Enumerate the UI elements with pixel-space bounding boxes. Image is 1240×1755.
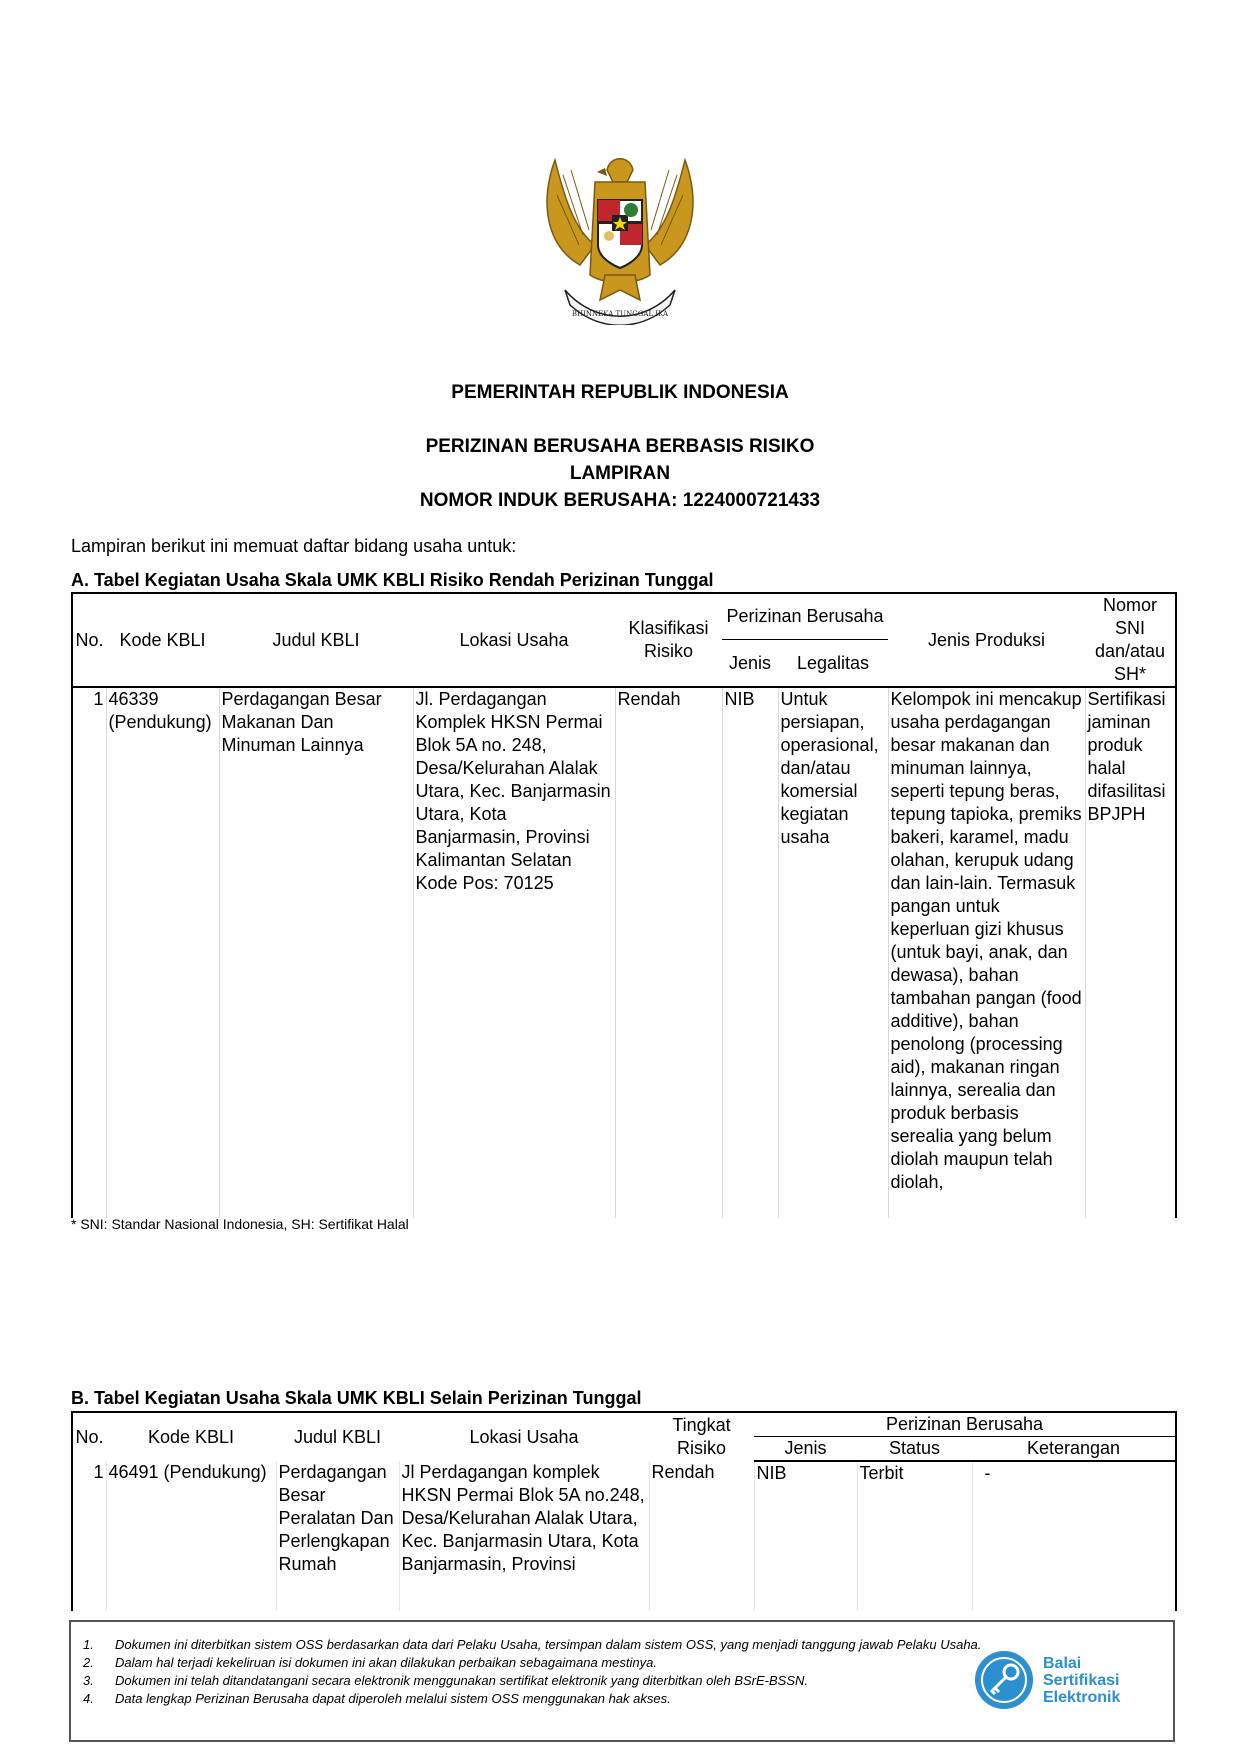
garuda-pancasila-emblem xyxy=(535,150,705,325)
header-klasifikasi-risiko: Klasifikasi Risiko xyxy=(615,593,722,687)
nib-line: NOMOR INDUK BERUSAHA: 1224000721433 xyxy=(419,490,821,511)
header-jenis: Jenis xyxy=(754,1437,857,1462)
header-lokasi-usaha: Lokasi Usaha xyxy=(413,593,615,687)
note-number: 2. xyxy=(83,1655,94,1670)
cell-jenis: NIB xyxy=(722,687,778,1218)
government-title: PEMERINTAH REPUBLIK INDONESIA xyxy=(451,382,789,403)
header-nomor-sni: Nomor SNI dan/atau SH* xyxy=(1085,593,1176,687)
header-kode-kbli: Kode KBLI xyxy=(147,1426,235,1447)
header-jenis-produksi: Jenis Produksi xyxy=(888,593,1085,687)
table-row xyxy=(72,1461,1176,1611)
cell-judul-kbli: Perdagangan Besar Peralatan Dan Perlengkapan Rumah xyxy=(276,1461,399,1611)
header-judul-kbli: Judul KBLI xyxy=(293,1426,382,1447)
bsre-text xyxy=(1043,1655,1120,1706)
note-text: Dokumen ini telah ditandatangani secara elektronik menggunakan sertifikat elektronik yang diterbitkan oleh BSrE-BSSN. xyxy=(115,1673,808,1688)
bsre-logo xyxy=(973,1640,1163,1720)
note-text: Data lengkap Perizinan Berusaha dapat diperoleh melalui sistem OSS menggunakan hak akses. xyxy=(115,1691,671,1706)
cell-no: 1 xyxy=(93,1462,104,1482)
section-b-title: B. Tabel Kegiatan Usaha Skala UMK KBLI Selain Perizinan Tunggal xyxy=(71,1388,642,1408)
cell-status: Terbit xyxy=(857,1461,972,1611)
header-judul-kbli: Judul KBLI xyxy=(219,593,413,687)
header-keterangan: Keterangan xyxy=(972,1437,1176,1462)
header-perizinan-berusaha: Perizinan Berusaha xyxy=(754,1412,1176,1437)
cell-kode-kbli: 46491 (Pendukung) xyxy=(106,1461,276,1611)
table-a xyxy=(71,592,1177,1218)
header-status: Status xyxy=(857,1437,972,1462)
lokasi-kodepos: Kode Pos: 70125 xyxy=(415,873,554,893)
document-subtitle: LAMPIRAN xyxy=(569,463,671,484)
cell-legalitas: Untuk persiapan, operasional, dan/atau komersial kegiatan usaha xyxy=(778,687,888,1218)
cell-klasifikasi: Rendah xyxy=(615,687,722,1218)
cell-judul-kbli: Perdagangan Besar Makanan Dan Minuman Lainnya xyxy=(219,687,413,1218)
note-text: Dokumen ini diterbitkan sistem OSS berdasarkan data dari Pelaku Usaha, tersimpan dalam sistem OSS, yang menjadi tanggung jawab Pelaku Usaha. xyxy=(115,1637,982,1652)
footer-note-item xyxy=(71,1672,991,1690)
lokasi-address: Jl. Perdagangan Komplek HKSN Permai Blok 5A no. 248, Desa/Kelurahan Alalak Utara, Kec. Banjarmasin Utara, Kota Banjarmasin, Provinsi Kalimantan Selatan xyxy=(415,689,611,870)
footer-note-item xyxy=(71,1636,991,1654)
cell-jenis-produksi: Kelompok ini mencakup usaha perdagangan besar makanan dan minuman lainnya, seperti tepung beras, tepung tapioka, premiks bakeri, karamel, madu olahan, kerupuk udang dan lain-lain. Termasuk pangan untuk keperluan gizi khusus (untuk bayi, anak, dan dewasa), bahan tambahan pangan (food additive), bahan penolong (processing aid), makanan ringan lainnya, serealia dan produk berbasis serealia yang belum diolah maupun telah diolah, xyxy=(888,687,1085,1218)
emblem-motto: BHINNEKA TUNGGAL IKA xyxy=(571,310,669,318)
cell-lokasi-usaha: Jl Perdagangan komplek HKSN Permai Blok 5A no.248, Desa/Kelurahan Alalak Utara, Kec. Banjarmasin Utara, Kota Banjarmasin, Provinsi xyxy=(399,1461,649,1611)
section-a-title: A. Tabel Kegiatan Usaha Skala UMK KBLI Risiko Rendah Perizinan Tunggal xyxy=(71,570,714,590)
cell-keterangan: - xyxy=(972,1461,1176,1611)
document-title: PERIZINAN BERUSAHA BERBASIS RISIKO xyxy=(425,436,815,457)
footer-note-item xyxy=(71,1690,991,1708)
bsre-line: Balai xyxy=(1043,1654,1082,1672)
cell-lokasi-usaha xyxy=(413,687,615,1218)
header-legalitas: Legalitas xyxy=(778,640,888,688)
header-no: No. xyxy=(75,1426,104,1447)
note-number: 4. xyxy=(83,1691,94,1706)
cell-kode-kbli: 46339 (Pendukung) xyxy=(106,687,219,1218)
footer-notes xyxy=(69,1620,1175,1742)
header-tingkat-risiko: Tingkat Risiko xyxy=(672,1415,731,1458)
cell-jenis: NIB xyxy=(754,1461,857,1611)
header-perizinan-berusaha: Perizinan Berusaha xyxy=(722,593,888,640)
note-number: 1. xyxy=(83,1637,94,1652)
intro-text: Lampiran berikut ini memuat daftar bidang usaha untuk: xyxy=(71,536,517,556)
header-no: No. xyxy=(72,593,106,687)
header-lokasi-usaha: Lokasi Usaha xyxy=(469,1426,579,1447)
note-number: 3. xyxy=(83,1673,94,1688)
table-a-footnote: * SNI: Standar Nasional Indonesia, SH: Sertifikat Halal xyxy=(71,1216,409,1232)
cell-nomor-sni: Sertifikasi jaminan produk halal difasilitasi BPJPH xyxy=(1085,687,1176,1218)
table-row xyxy=(72,687,1176,1218)
note-text: Dalam hal terjadi kekeliruan isi dokumen ini akan dilakukan perbaikan sebagaimana mestinya. xyxy=(115,1655,657,1670)
header-kode-kbli: Kode KBLI xyxy=(106,593,219,687)
cell-no: 1 xyxy=(93,689,104,709)
bsre-line: Elektronik xyxy=(1043,1688,1121,1706)
footer-note-item xyxy=(71,1654,991,1672)
header-jenis: Jenis xyxy=(722,640,778,688)
cell-tingkat-risiko: Rendah xyxy=(649,1461,754,1611)
table-b xyxy=(71,1411,1177,1611)
bsre-key-icon xyxy=(973,1649,1035,1711)
bsre-line: Sertifikasi xyxy=(1043,1671,1120,1689)
